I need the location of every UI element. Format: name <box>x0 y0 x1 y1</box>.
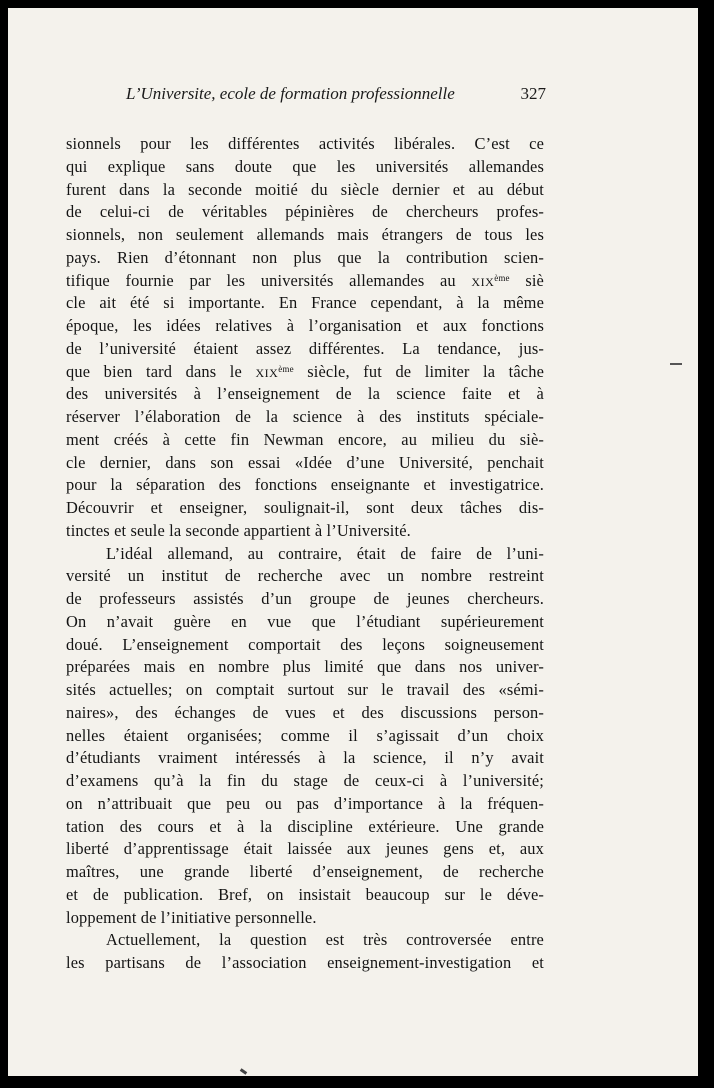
text-line: de professeurs assistés d’un groupe de jeunes chercheurs. <box>66 589 544 608</box>
century-numeral: XIX <box>255 365 279 380</box>
page-number: 327 <box>520 84 546 103</box>
text-line: qui explique sans doute que les universités allemandes <box>66 156 544 176</box>
text-line: époque, les idées relatives à l’organisation et aux fonctions <box>66 316 544 335</box>
text-line: réserver l’élaboration de la science à des instituts spéciale- <box>66 407 544 426</box>
text-line: Découvrir et enseigner, soulignait-il, sont deux tâches dis- <box>66 498 544 517</box>
century-suffix: ème <box>278 363 294 374</box>
text-line: doué. L’enseignement comportait des leçons soigneusement <box>66 634 544 654</box>
text-fragment: siè <box>525 270 544 290</box>
body-text <box>66 133 544 975</box>
margin-mark <box>670 363 682 365</box>
text-line: tinctes et seule la seconde appartient à l’Université. <box>66 520 411 540</box>
text-line: cle dernier, dans son essai «Idée d’une Université, penchait <box>66 452 544 472</box>
text-line-with-numeral <box>66 270 544 293</box>
text-line: les partisans de l’association enseignement-investigation et <box>66 953 544 972</box>
running-title: L’Universite, ecole de formation professionnelle <box>126 84 455 103</box>
text-line: d’examens qu’à la fin du stage de ceux-ci à l’université; <box>66 771 544 790</box>
text-line-with-numeral <box>66 361 544 384</box>
text-line: sionnels, non seulement allemands mais étrangers de tous les <box>66 225 544 244</box>
text-fragment: siècle, fut de limiter la tâche <box>307 361 545 381</box>
text-line: versité un institut de recherche avec un nombre restreint <box>66 566 544 586</box>
text-line: sionnels pour les différentes activités libérales. C’est ce <box>66 134 544 153</box>
text-line: pour la séparation des fonctions enseignante et investigatrice. <box>66 475 544 495</box>
text-line: des universités à l’enseignement de la science faite et à <box>66 384 544 404</box>
text-line: sités actuelles; on comptait surtout sur le travail des «sémi- <box>66 680 544 699</box>
text-line: On n’avait guère en vue que l’étudiant supérieurement <box>66 611 544 631</box>
text-line: tation des cours et à la discipline extérieure. Une grande <box>66 816 544 836</box>
text-line: de l’université étaient assez différentes. La tendance, jus- <box>66 338 544 358</box>
text-fragment: que bien tard dans le <box>66 361 242 381</box>
text-line: liberté d’apprentissage était laissée aux jeunes gens et, aux <box>66 839 544 859</box>
text-fragment: tifique fournie par les universités allemandes au <box>66 270 456 290</box>
text-line: naires», des échanges de vues et des discussions person- <box>66 702 544 722</box>
text-line: d’étudiants vraiment intéressés à la science, il n’y avait <box>66 748 544 768</box>
text-line: cle ait été si importante. En France cependant, à la même <box>66 293 544 313</box>
text-line: furent dans la seconde moitié du siècle dernier et au début <box>66 179 544 199</box>
text-line: maîtres, une grande liberté d’enseignement, de recherche <box>66 862 544 881</box>
paragraph-start-line: Actuellement, la question est très controversée entre <box>106 930 544 950</box>
century-suffix: ème <box>494 272 510 283</box>
paragraph-start-line: L’idéal allemand, au contraire, était de faire de l’uni- <box>106 543 544 563</box>
running-header <box>126 84 546 110</box>
text-line: on n’attribuait que peu ou pas d’importance à la fréquen- <box>66 793 544 813</box>
text-line: ment créés à cette fin Newman encore, au milieu du siè- <box>66 429 544 449</box>
text-line: de celui-ci de véritables pépinières de chercheurs profes- <box>66 202 544 222</box>
book-page <box>8 8 698 1076</box>
text-line: pays. Rien d’étonnant non plus que la contribution scien- <box>66 247 544 267</box>
text-line: nelles étaient organisées; comme il s’agissait d’un choix <box>66 725 544 745</box>
text-line: loppement de l’initiative personnelle. <box>66 907 317 927</box>
text-line: préparées mais en nombre plus limité que dans nos univer- <box>66 657 544 677</box>
scan-speck <box>240 1068 247 1074</box>
text-line: et de publication. Bref, on insistait beaucoup sur le déve- <box>66 884 544 904</box>
century-numeral: XIX <box>471 274 495 289</box>
